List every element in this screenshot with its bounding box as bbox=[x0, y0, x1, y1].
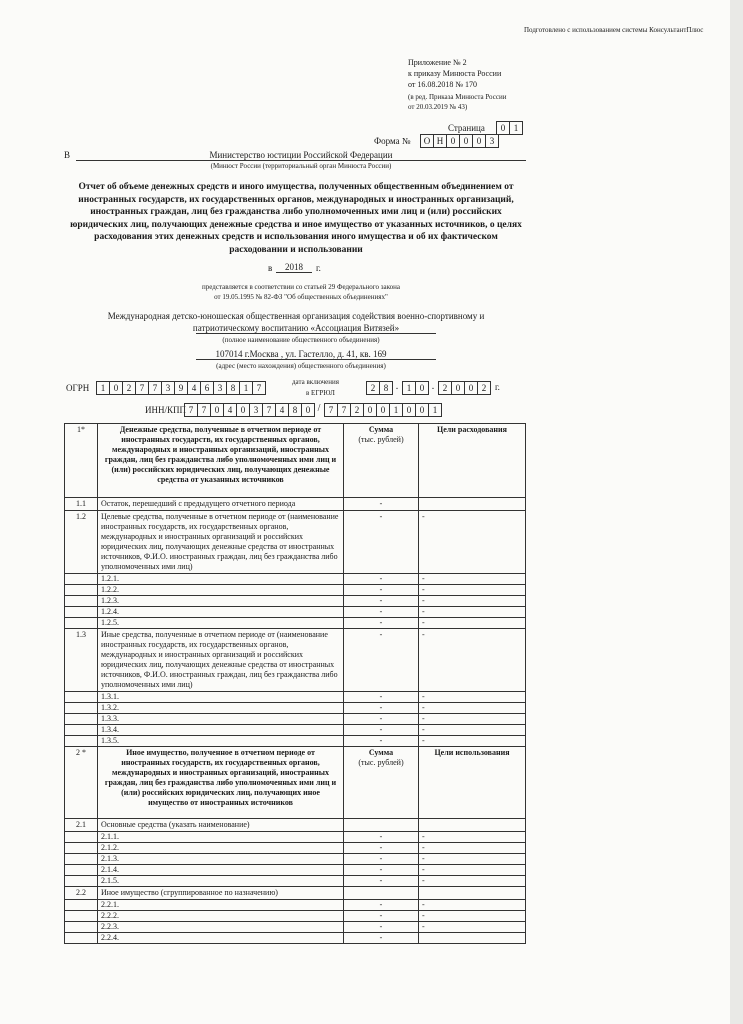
address-underline bbox=[196, 359, 436, 360]
kpp-digit: 0 bbox=[376, 403, 390, 417]
form-digit: 0 bbox=[459, 134, 473, 148]
sum-cell: - bbox=[344, 865, 419, 876]
egryul-label2: в ЕГРЮЛ bbox=[306, 389, 335, 397]
goal-cell: - bbox=[419, 725, 526, 736]
sum-cell: - bbox=[344, 933, 419, 944]
consultant-note: Подготовлено с использованием системы КонсультантПлюс bbox=[524, 26, 704, 34]
sum-cell: - bbox=[344, 498, 419, 511]
table-row bbox=[65, 629, 526, 692]
inn-cells bbox=[184, 403, 441, 417]
goal-cell: - bbox=[419, 865, 526, 876]
ogrn-digit: 9 bbox=[174, 381, 188, 395]
inn-digit: 7 bbox=[262, 403, 276, 417]
org-caption: (полное наименование общественного объединения) bbox=[222, 336, 380, 344]
table-subrow bbox=[65, 596, 526, 607]
table-subrow bbox=[65, 911, 526, 922]
subrow-label: 2.1.4. bbox=[98, 865, 344, 876]
table-subrow bbox=[65, 922, 526, 933]
date-year-digit: 2 bbox=[438, 381, 452, 395]
sum-cell: - bbox=[344, 736, 419, 747]
org-name-line2: патриотическому воспитанию «Ассоциация Витязей» bbox=[192, 323, 400, 333]
table-subrow bbox=[65, 607, 526, 618]
subrow-label: 1.2.4. bbox=[98, 607, 344, 618]
section1-title: Денежные средства, полученные в отчетном периоде от иностранных государств, их государственных органов, международных и иностранных организаций, иностранных граждан, лиц без гражданства либо уполномоченных ими лиц и (или) российских юридических лиц, получающих денежные средства от указанных источников bbox=[98, 424, 344, 498]
table-row bbox=[65, 819, 526, 832]
org-underline bbox=[196, 333, 436, 334]
kpp-digit: 0 bbox=[415, 403, 429, 417]
section1-header-row bbox=[65, 424, 526, 498]
sum-cell: - bbox=[344, 725, 419, 736]
subrow-label: 2.2.2. bbox=[98, 911, 344, 922]
sum-cell: - bbox=[344, 843, 419, 854]
sum-cell bbox=[344, 887, 419, 900]
sum-cell: - bbox=[344, 854, 419, 865]
sum-header bbox=[344, 747, 419, 819]
row-text: Иные средства, полученные в отчетном периоде от (наименование иностранных государств, их государственных органов, международных и иностранных организаций и российских юридических лиц, получающих денежные средства от иностранных источников, Ф.И.О. иностранных граждан, лиц без гражданства либо уполномоченных ими лиц) bbox=[98, 629, 344, 692]
goal-cell bbox=[419, 498, 526, 511]
goal-cell bbox=[419, 819, 526, 832]
sum-cell: - bbox=[344, 585, 419, 596]
goal-cell: - bbox=[419, 574, 526, 585]
row-text: Остаток, перешедший с предыдущего отчетного периода bbox=[98, 498, 344, 511]
ogrn-digit: 1 bbox=[96, 381, 110, 395]
row-number: 1.1 bbox=[65, 498, 98, 511]
kpp-digit: 1 bbox=[389, 403, 403, 417]
date-day-digit: 2 bbox=[366, 381, 380, 395]
kpp-digit: 0 bbox=[402, 403, 416, 417]
goal-header: Цели использования bbox=[419, 747, 526, 819]
subrow-label: 2.2.1. bbox=[98, 900, 344, 911]
year-suffix: г. bbox=[316, 263, 321, 273]
page-label: Страница bbox=[448, 123, 485, 133]
date-separator: . bbox=[431, 381, 435, 392]
form-label: Форма № bbox=[374, 136, 411, 146]
table-subrow bbox=[65, 843, 526, 854]
report-table bbox=[64, 423, 526, 944]
sum-header bbox=[344, 424, 419, 498]
ogrn-digit: 2 bbox=[122, 381, 136, 395]
ministry-name: Министерство юстиции Российской Федерации bbox=[209, 150, 393, 160]
table-subrow bbox=[65, 865, 526, 876]
egryul-date-cells bbox=[366, 381, 490, 395]
goal-cell: - bbox=[419, 692, 526, 703]
inn-digit: 4 bbox=[275, 403, 289, 417]
ogrn-digit: 4 bbox=[187, 381, 201, 395]
table-row bbox=[65, 498, 526, 511]
goal-cell: - bbox=[419, 703, 526, 714]
inn-digit: 3 bbox=[249, 403, 263, 417]
ogrn-digit: 0 bbox=[109, 381, 123, 395]
date-year-digit: 0 bbox=[451, 381, 465, 395]
subrow-label: 2.2.4. bbox=[98, 933, 344, 944]
goal-cell: - bbox=[419, 596, 526, 607]
org-name-line1: Международная детско-юношеская общественная организация содействия военно-спортивному и bbox=[107, 311, 485, 321]
kpp-digit: 0 bbox=[363, 403, 377, 417]
inn-digit: 7 bbox=[184, 403, 198, 417]
page-digit: 1 bbox=[509, 121, 523, 135]
ogrn-digit: 3 bbox=[213, 381, 227, 395]
page-digit: 0 bbox=[496, 121, 510, 135]
goal-cell: - bbox=[419, 629, 526, 692]
goal-cell: - bbox=[419, 854, 526, 865]
goal-cell: - bbox=[419, 900, 526, 911]
table-subrow bbox=[65, 900, 526, 911]
sum-cell: - bbox=[344, 703, 419, 714]
table-subrow bbox=[65, 832, 526, 843]
subrow-label: 2.1.2. bbox=[98, 843, 344, 854]
subrow-label: 2.1.5. bbox=[98, 876, 344, 887]
row-number: 2.1 bbox=[65, 819, 98, 832]
report-title: Отчет об объеме денежных средств и иного имущества, полученных общественным объединением от иностранных государств, их государственных органов, международных и иностранных организаций, иностранных граждан, лиц без гражданства либо уполномоченных ими лиц и (или) российских юридических лиц, получающих денежные средства и иное имущество от указанных источников, о целях расходования этих денежных средств и использования иного имущества и об их фактическом расходовании и использовании bbox=[70, 182, 522, 255]
subrow-label: 1.3.1. bbox=[98, 692, 344, 703]
date-suffix: г. bbox=[495, 382, 500, 392]
date-separator: . bbox=[395, 381, 399, 392]
appendix-line4: (в ред. Приказа Минюста России bbox=[408, 93, 507, 101]
form-digit: Н bbox=[433, 134, 447, 148]
ogrn-digit: 7 bbox=[252, 381, 266, 395]
egryul-label1: дата включения bbox=[292, 378, 339, 386]
goal-cell: - bbox=[419, 585, 526, 596]
page-number-cells bbox=[496, 121, 522, 135]
date-year-digit: 2 bbox=[477, 381, 491, 395]
date-day-digit: 8 bbox=[379, 381, 393, 395]
form-digit: 3 bbox=[485, 134, 499, 148]
year-prefix: в bbox=[268, 263, 273, 273]
goal-cell: - bbox=[419, 843, 526, 854]
row-text: Иное имущество (сгруппированное по назначению) bbox=[98, 887, 344, 900]
to-prefix: В bbox=[64, 150, 71, 160]
sum-cell: - bbox=[344, 511, 419, 574]
appendix-line2: к приказу Минюста России bbox=[408, 69, 502, 78]
sum-header-unit: (тыс. рублей) bbox=[358, 758, 404, 767]
sum-header-title: Сумма bbox=[368, 748, 394, 757]
goal-cell: - bbox=[419, 911, 526, 922]
subrow-label: 1.2.1. bbox=[98, 574, 344, 585]
sum-cell: - bbox=[344, 876, 419, 887]
ogrn-digit: 7 bbox=[135, 381, 149, 395]
inn-digit: 0 bbox=[236, 403, 250, 417]
subrow-label: 1.2.5. bbox=[98, 618, 344, 629]
goal-cell: - bbox=[419, 736, 526, 747]
sum-cell: - bbox=[344, 911, 419, 922]
inn-digit: 7 bbox=[197, 403, 211, 417]
subrow-label: 2.2.3. bbox=[98, 922, 344, 933]
law-line1: представляется в соответствии со статьей 29 Федерального закона bbox=[202, 283, 400, 291]
goal-header: Цели расходования bbox=[419, 424, 526, 498]
date-month-digit: 1 bbox=[402, 381, 416, 395]
sum-cell: - bbox=[344, 596, 419, 607]
inn-label: ИНН/КПП bbox=[145, 405, 187, 415]
row-text: Основные средства (указать наименование) bbox=[98, 819, 344, 832]
table-row bbox=[65, 511, 526, 574]
report-year: 2018 bbox=[276, 262, 312, 273]
form-digit: 0 bbox=[472, 134, 486, 148]
row-number: 2.2 bbox=[65, 887, 98, 900]
table-subrow bbox=[65, 725, 526, 736]
subrow-label: 2.1.1. bbox=[98, 832, 344, 843]
ministry-caption: (Минюст России (территориальный орган Минюста России) bbox=[210, 162, 392, 170]
goal-cell: - bbox=[419, 714, 526, 725]
sum-cell: - bbox=[344, 922, 419, 933]
goal-cell bbox=[419, 887, 526, 900]
table-subrow bbox=[65, 854, 526, 865]
subrow-label: 1.3.5. bbox=[98, 736, 344, 747]
sum-cell: - bbox=[344, 832, 419, 843]
form-digit: 0 bbox=[446, 134, 460, 148]
inn-digit: 8 bbox=[288, 403, 302, 417]
subrow-label: 1.3.2. bbox=[98, 703, 344, 714]
row-text: Целевые средства, полученные в отчетном периоде от (наименование иностранных государств, их государственных органов, международных и иностранных организаций и российских юридических лиц, получающих денежные средства от иностранных источников, Ф.И.О. иностранных граждан, лиц без гражданства либо уполномоченных ими лиц) bbox=[98, 511, 344, 574]
inn-kpp-separator: / bbox=[317, 403, 321, 414]
form-digit: О bbox=[420, 134, 434, 148]
address-caption: (адрес (место нахождения) общественного объединения) bbox=[216, 362, 386, 370]
kpp-digit: 7 bbox=[337, 403, 351, 417]
inn-digit: 0 bbox=[210, 403, 224, 417]
section2-title: Иное имущество, полученное в отчетном периоде от иностранных государств, их государственных органов, международных и иностранных организаций, иностранных граждан, лиц без гражданства либо уполномоченных ими лиц и (или) российских юридических лиц, получающих иное имущество от иностранных источников bbox=[98, 747, 344, 819]
page-edge bbox=[730, 0, 743, 1024]
subrow-label: 1.3.3. bbox=[98, 714, 344, 725]
sum-cell: - bbox=[344, 629, 419, 692]
sum-header-title: Сумма bbox=[368, 425, 394, 434]
appendix-line1: Приложение № 2 bbox=[408, 58, 467, 67]
table-subrow bbox=[65, 876, 526, 887]
org-address: 107014 г.Москва , ул. Гастелло, д. 41, кв. 169 bbox=[215, 349, 387, 359]
ministry-underline bbox=[76, 160, 526, 161]
subrow-label: 1.2.2. bbox=[98, 585, 344, 596]
goal-cell: - bbox=[419, 607, 526, 618]
row-number: 2 * bbox=[65, 747, 98, 819]
sum-cell: - bbox=[344, 714, 419, 725]
goal-cell: - bbox=[419, 876, 526, 887]
inn-digit: 0 bbox=[301, 403, 315, 417]
appendix-line5: от 20.03.2019 № 43) bbox=[408, 103, 468, 111]
sum-cell: - bbox=[344, 607, 419, 618]
table-subrow bbox=[65, 714, 526, 725]
inn-digit: 4 bbox=[223, 403, 237, 417]
table-subrow bbox=[65, 736, 526, 747]
ogrn-digit: 7 bbox=[148, 381, 162, 395]
table-subrow bbox=[65, 574, 526, 585]
sum-header-unit: (тыс. рублей) bbox=[358, 435, 404, 444]
goal-cell: - bbox=[419, 922, 526, 933]
table-subrow bbox=[65, 692, 526, 703]
table-subrow bbox=[65, 703, 526, 714]
table-subrow bbox=[65, 618, 526, 629]
appendix-line3: от 16.08.2018 № 170 bbox=[408, 80, 478, 89]
table-subrow bbox=[65, 933, 526, 944]
subrow-label: 1.3.4. bbox=[98, 725, 344, 736]
date-year-digit: 0 bbox=[464, 381, 478, 395]
section2-header-row bbox=[65, 747, 526, 819]
date-month-digit: 0 bbox=[415, 381, 429, 395]
goal-cell bbox=[419, 933, 526, 944]
sum-cell: - bbox=[344, 692, 419, 703]
subrow-label: 2.1.3. bbox=[98, 854, 344, 865]
row-number: 1.3 bbox=[65, 629, 98, 692]
ogrn-digit: 1 bbox=[239, 381, 253, 395]
ogrn-digit: 3 bbox=[161, 381, 175, 395]
sum-cell: - bbox=[344, 618, 419, 629]
goal-cell: - bbox=[419, 618, 526, 629]
ogrn-label: ОГРН bbox=[66, 383, 90, 393]
ogrn-digit: 8 bbox=[226, 381, 240, 395]
law-line2: от 19.05.1995 № 82-ФЗ "Об общественных объединениях" bbox=[214, 293, 388, 301]
row-number: 1* bbox=[65, 424, 98, 498]
table-subrow bbox=[65, 585, 526, 596]
sum-cell: - bbox=[344, 574, 419, 585]
kpp-digit: 1 bbox=[428, 403, 442, 417]
sum-cell bbox=[344, 819, 419, 832]
goal-cell: - bbox=[419, 511, 526, 574]
kpp-digit: 2 bbox=[350, 403, 364, 417]
sum-cell: - bbox=[344, 900, 419, 911]
subrow-label: 1.2.3. bbox=[98, 596, 344, 607]
kpp-digit: 7 bbox=[324, 403, 338, 417]
goal-cell: - bbox=[419, 832, 526, 843]
row-number: 1.2 bbox=[65, 511, 98, 574]
ogrn-digit: 6 bbox=[200, 381, 214, 395]
table-row bbox=[65, 887, 526, 900]
form-number-cells bbox=[420, 134, 498, 148]
ogrn-cells bbox=[96, 381, 265, 395]
